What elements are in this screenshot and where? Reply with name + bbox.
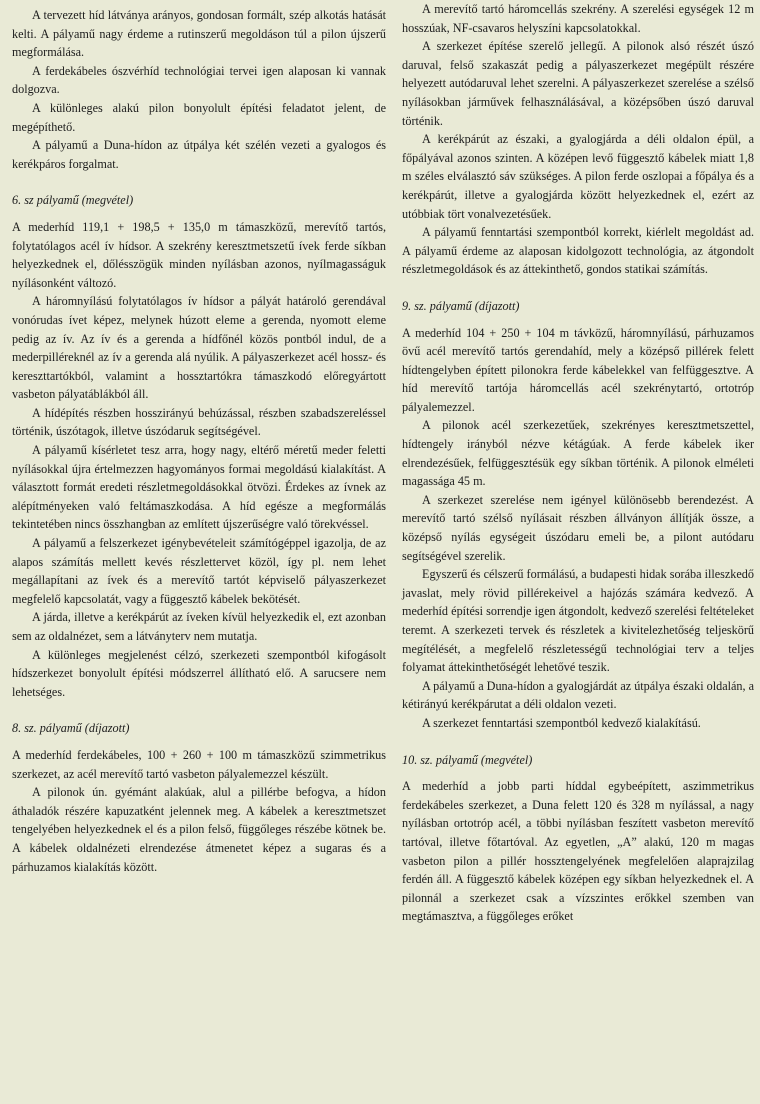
paragraph: A pályamű a felszerkezet igénybevételeit számítógéppel igazolja, de az alapos számítás mellett kevés részlettervet közöl, így pl. nem lehet megállapítani az ívek és a merevítő tartót képviselő pályaszerkezet megfelelő kapcsolatát, vagy a függesztő kábelek bekötését. [12,536,386,606]
right-column [402,0,754,926]
section-heading: 8. sz. pályamű (díjazott) [12,721,130,736]
paragraph: A ferdekábeles ószvérhíd technológiai tervei igen alaposan ki vannak dolgozva. [12,63,386,97]
paragraph: A tervezett híd látványa arányos, gondosan formált, szép alkotás hatását kelti. A pályamű nagy érdeme a rutinszerű megoldáson túl a pilon újszerű megformálása. [12,8,386,60]
paragraph: A pilonok acél szerkezetűek, szekrényes keresztmetszettel, hídtengely irányból nézve kétágúak. A ferde kábelek iker elrendezésűek, felfüggesztésük egy síkban történik. A pilonok elméleti magassága 45 m. [402,418,754,489]
paragraph: A pályamű a Duna-hídon a gyalogjárdát az útpálya északi oldalán, a kétirányú kerékpárutat a déli oldalon vezeti. [402,678,754,712]
paragraph: A mederhíd 119,1 + 198,5 + 135,0 m támaszközű, merevítő tartós, folytatólagos acél ív hídsor. A szekrény keresztmetszetű ívek ferde síkban helyezkednek el, dőlésszögük minden nyílásban azonos, nyílmagasságuk nyílásonként változó. [12,219,386,290]
section-heading: 10. sz. pályamű (megvétel) [402,752,533,767]
paragraph: A hídépítés részben hosszirányú behúzással, részben szabadszereléssel történik, úszótagok, illetve úszódaruk segítségével. [12,405,386,439]
paragraph: A merevítő tartó háromcellás szekrény. A szerelési egységek 12 m hosszúak, NF-csavaros helyszíni kapcsolatokkal. [402,2,754,35]
paragraph: A pályamű kísérletet tesz arra, hogy nagy, eltérő méretű meder feletti nyílásokkal újra értelmezzen hagyományos formai megoldású kialakítást. A választott formát eredeti részletmegoldásokkal ötvözi. Érdekes az ívnek az alépítményeken való feltámaszkodása. A híd egésze a megformálás tekintetében nincs összhangban az említett újszerűségre való törekvéssel. [12,443,386,532]
paragraph: Egyszerű és célszerű formálású, a budapesti hidak sorába illeszkedő javaslat, mely rövid pillérekeivel a hajózás számára kedvező. A mederhíd építési sorrendje igen átgondolt, kedvező szerelési feltételeket teremt. A szerkezeti tervek és részletek a kivitelezhetőség teljeskörű megítélését, a megfelelő részletességű technológiai terv a teljes folyamat áttekinthetőségét lehetővé teszik. [402,567,754,675]
section-heading: 6. sz pályamű (megvétel) [12,193,134,208]
paragraph: A mederhíd ferdekábeles, 100 + 260 + 100 m támaszközű szimmetrikus szerkezet, az acél merevítő tartó vasbeton pályalemezzel készült. [12,747,386,781]
paragraph: A szerkezet építése szerelő jellegű. A pilonok alsó részét úszó daruval, felső szakaszát pedig a pályaszerkezet megépült részére helyezett autódaruval lehet szerelni. A pályaszerkezet szerelése a szélső nyílásokban járművek felhasználásával, a középsőben úszó daruval történik. [402,39,754,128]
paragraph: A pályamű a Duna-hídon az útpálya két szélén vezeti a gyalogos és kerékpáros forgalmat. [12,138,386,171]
paragraph: A járda, illetve a kerékpárút az íveken kívül helyezkedik el, ezt azonban sem az oldalnézet, sem a látványterv nem mutatja. [12,610,386,643]
left-column [12,0,386,876]
paragraph: A különleges megjelenést célzó, szerkezeti szempontból kifogásolt hídszerkezet bonyolult építési módszerrel állítható elő. A sarucsere nem lehetséges. [12,647,386,699]
paragraph: A mederhíd a jobb parti híddal egybeépített, aszimmetrikus ferdekábeles szerkezet, a Duna felett 120 és 328 m nyílással, a nagy nyílásban ortotróp acél, a többi nyílásban feszített vasbeton merevítő tartóval, illetve főtartóval. Az egyetlen, „A” alakú, 120 m magas vasbeton pilon a pillér hossztengelyének megfelelően alaprajzilag ferdén áll. A függesztő kábelek középen egy síkban helyezkednek el. A pilonnál a szerkezet csak a vízszintes erőkkel szemben van megtámasztva, a függőleges erőket [402,779,754,924]
paragraph: A kerékpárút az északi, a gyalogjárda a déli oldalon épül, a főpályával azonos szinten. A középen levő függesztő kábelek miatt 1,8 m széles elválasztó sáv szükséges. A pilon ferde oszlopai a főpálya és a kerékpárút, illetve a gyalogjárda között helyezkednek el, ezért az utóbbiak tört vonalvezetésűek. [402,132,754,221]
paragraph: A pályamű fenntartási szempontból korrekt, kiérlelt megoldást ad. A pályamű érdeme az alaposan kidolgozott technológia, az átgondolt részletmegoldások és az áttekinthető, gondos statikai számítás. [402,225,754,277]
paragraph: A különleges alakú pilon bonyolult építési feladatot jelent, de megépíthető. [12,100,386,134]
paragraph: A pilonok ún. gyémánt alakúak, alul a pillérbe befogva, a hídon áthaladók részére kapuzatként jelennek meg. A kábelek a keresztmetszet tengelyében helyezkednek el és a pilon felső, függőleges részébe kötnek be. A kábelek oldalnézeti elrendezése átmenetet képez a sugaras és a párhuzamos kialakítás között. [12,785,386,874]
paragraph: A mederhíd 104 + 250 + 104 m távközű, háromnyílású, párhuzamos övű acél merevítő tartós gerendahíd, mely a középső pillérek felett hídtengelyben épített pilonokra ferde kábelekkel van felfüggesztve. A híd merevítő tartója háromcellás acél szekrénytartó, ortotróp pályalemezzel. [402,325,754,414]
paragraph: A háromnyílású folytatólagos ív hídsor a pályát határoló gerendával vonórudas ívet képez, melynek húzott eleme a gerenda, nyomott eleme pedig az ív. Az ív és a gerenda a hídfőnél közös pontból indul, de a mederpilléreknél az ív a gerenda alá nyúlik. A pályaszerkezet acél hossz- és kereszttartókból, valamint a hossztartókra támaszkodó előregyártott vasbeton pályatáblákból áll. [12,294,386,402]
paragraph: A szerkezet szerelése nem igényel különösebb berendezést. A merevítő tartó szélső nyílásait részben állványon állítják össze, a középső nyílás egységeit úszódaru emeli be, a pilont autódaru segítségével szerelik. [402,492,754,563]
section-heading: 9. sz. pályamű (díjazott) [402,298,520,313]
paragraph: A szerkezet fenntartási szempontból kedvező kialakítású. [422,715,701,730]
